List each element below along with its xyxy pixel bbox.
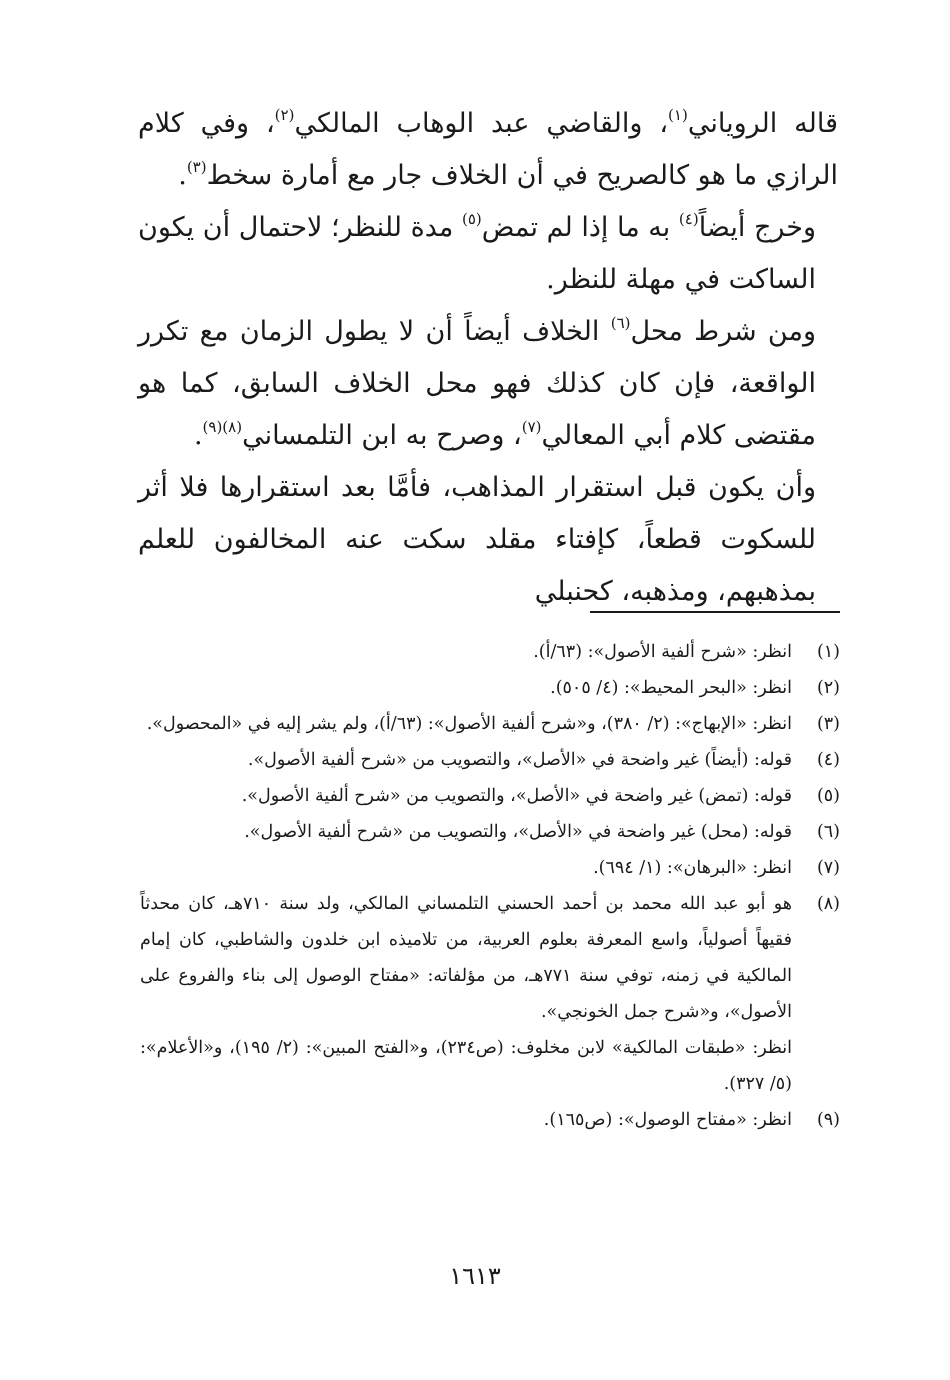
footnote-6 <box>140 814 840 850</box>
page-number: ١٦١٣ <box>449 1262 501 1290</box>
footnote-5 <box>140 778 840 814</box>
text-run: ومن شرط محل <box>630 316 816 347</box>
paragraph-3 <box>138 306 838 462</box>
footnote-8-sources: انظر: «طبقات المالكية» لابن مخلوف: (ص٢٣٤)، و«الفتح المبين»: (٢/ ١٩٥)، و«الأعلام»: (٥/ ٣٢٧). <box>140 1038 792 1094</box>
footnote-separator <box>590 611 840 613</box>
paragraph-1 <box>138 98 838 202</box>
footnote-number: (٦) <box>816 822 840 842</box>
footnote-ref-3[interactable]: (٣) <box>186 158 207 176</box>
paragraph-4: وأن يكون قبل استقرار المذاهب، فأمَّا بعد استقرارها فلا أثر للسكوت قطعاً، كإفتاء مقلد سكت عنه المخالفون للعلم بمذهبهم، ومذهبه، كحنبلي <box>138 472 816 607</box>
text-run: وخرج أيضاً <box>698 212 817 243</box>
footnote-text: انظر: «مفتاح الوصول»: (ص١٦٥). <box>543 1110 792 1130</box>
text-run: الخلاف أيضاً أن لا يطول الزمان مع تكرر الواقعة، فإن كان كذلك فهو محل الخلاف السابق، كما هو مقتضى كلام أبي المعالي <box>138 316 816 451</box>
footnote-ref-8-9[interactable]: (٨)(٩) <box>202 418 243 436</box>
text-run: ، وصرح به ابن التلمساني <box>242 420 522 451</box>
footnote-9 <box>140 1102 840 1138</box>
footnote-ref-2[interactable]: (٢) <box>274 106 295 124</box>
text-run: . <box>193 420 203 451</box>
footnote-number: (٣) <box>816 714 840 734</box>
footnote-text: انظر: «البحر المحيط»: (٤/ ٥٠٥). <box>550 678 792 698</box>
footnote-number: (١) <box>816 642 840 662</box>
footnote-8 <box>140 886 840 1030</box>
footnote-ref-6[interactable]: (٦) <box>610 314 631 332</box>
footnote-number: (٩) <box>816 1110 840 1130</box>
footnote-ref-7[interactable]: (٧) <box>521 418 542 436</box>
footnote-text: قوله: (محل) غير واضحة في «الأصل»، والتصويب من «شرح ألفية الأصول». <box>244 822 792 842</box>
footnote-7 <box>140 850 840 886</box>
footnote-ref-1[interactable]: (١) <box>668 106 688 124</box>
footnote-text: هو أبو عبد الله محمد بن أحمد الحسني التلمساني المالكي، ولد سنة ٧١٠هـ، كان محدثاً فقيهاً أصولياً، واسع المعرفة بعلوم العربية، من تلاميذه ابن خلدون والشاطبي، كان إمام المالكية في زمنه، توفي سنة ٧٧١هـ، من مؤلفاته: «مفتاح الوصول إلى بناء والفروع على الأصول»، و«شرح جمل الخونجي». <box>140 894 792 1022</box>
footnote-1 <box>140 634 840 670</box>
footnote-number: (٧) <box>816 858 840 878</box>
text-run: قاله الروياني <box>687 108 838 139</box>
text-run: ، وفي كلام الرازي ما هو كالصريح في أن الخلاف جار مع أمارة سخط <box>138 108 838 191</box>
footnote-number: (٨) <box>816 894 840 914</box>
footnote-ref-5[interactable]: (٥) <box>461 210 482 228</box>
text-run: ، والقاضي عبد الوهاب المالكي <box>294 108 669 139</box>
paragraph-2 <box>138 202 838 306</box>
text-run: مدة للنظر؛ لاحتمال أن يكون الساكت في مهلة للنظر. <box>138 212 816 295</box>
footnote-number: (٥) <box>816 786 840 806</box>
footnote-4 <box>140 742 840 778</box>
footnote-text: انظر: «البرهان»: (١/ ٦٩٤). <box>593 858 792 878</box>
text-run: به ما إذا لم تمض <box>481 212 679 243</box>
text-run: . <box>178 160 187 191</box>
footnote-number: (٢) <box>816 678 840 698</box>
footnote-text: انظر: «الإبهاج»: (٢/ ٣٨٠)، و«شرح ألفية الأصول»: (٦٣/أ)، ولم يشر إليه في «المحصول». <box>146 714 792 734</box>
main-text <box>138 98 838 618</box>
footnote-text: انظر: «شرح ألفية الأصول»: (٦٣/أ). <box>533 642 792 662</box>
footnote-ref-4[interactable]: (٤) <box>678 210 699 228</box>
footnote-3 <box>140 706 840 742</box>
footnotes <box>140 634 840 1138</box>
footnote-text: قوله: (تمض) غير واضحة في «الأصل»، والتصويب من «شرح ألفية الأصول». <box>241 786 792 806</box>
footnote-text: قوله: (أيضاً) غير واضحة في «الأصل»، والتصويب من «شرح ألفية الأصول». <box>247 750 792 770</box>
footnote-number: (٤) <box>816 750 840 770</box>
footnote-2 <box>140 670 840 706</box>
